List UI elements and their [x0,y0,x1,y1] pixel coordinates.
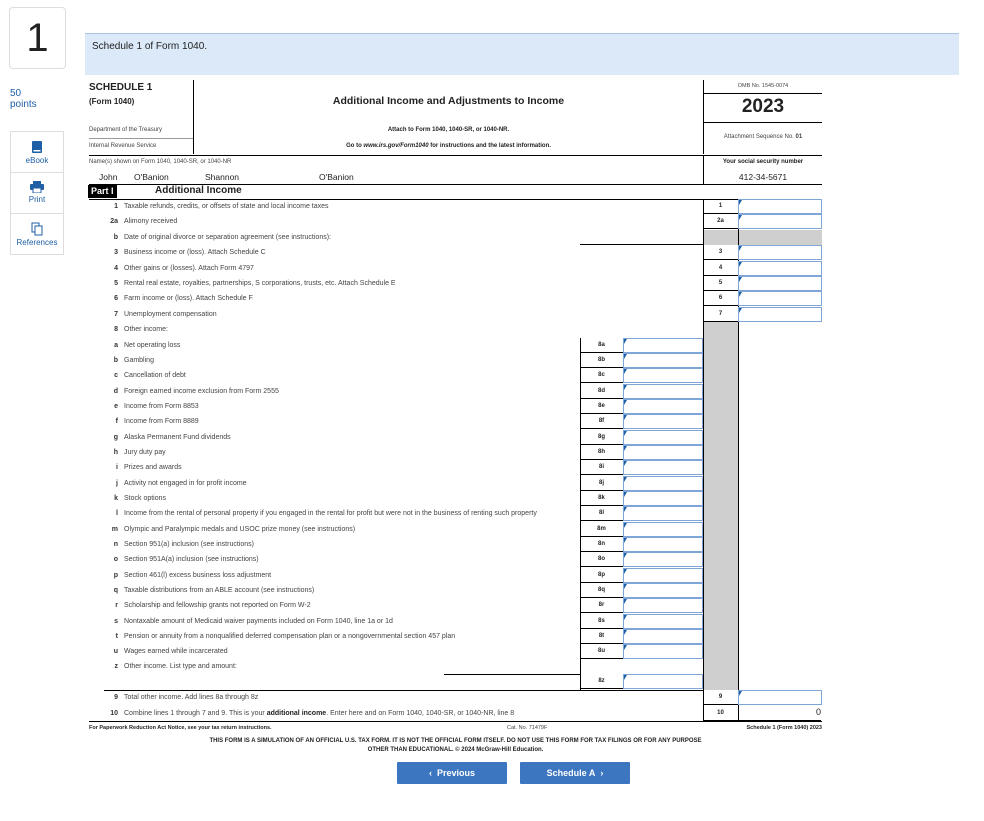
line-8z-input[interactable] [623,674,703,689]
schedule-label: SCHEDULE 1 [89,82,153,93]
part-title: Additional Income [155,185,242,196]
sidebar-item-label: References [16,238,58,247]
line-code: 8e [580,399,623,414]
line-code: 8q [580,583,623,598]
points-label: points [10,99,37,110]
line-code: 10 [703,706,738,721]
documents-icon [31,222,43,236]
line-code: 6 [703,291,738,306]
line-code: 8l [580,506,623,521]
points-value: 50 [10,88,22,99]
form-label: (Form 1040) [89,97,135,106]
cat-number: Cat. No. 71479F [507,725,548,731]
line-8d-input[interactable] [623,384,703,399]
name-label: Name(s) shown on Form 1040, 1040-SR, or 1040-NR [89,159,232,165]
line-code: 9 [703,690,738,705]
line-code: 3 [703,245,738,260]
line-code: 7 [703,307,738,322]
schedule-footer: Schedule 1 (Form 1040) 2023 [746,725,822,731]
divider [89,138,193,139]
last-name-2: O'Banion [319,172,354,182]
line-10-value: 0 [739,706,821,721]
line-8r-input[interactable] [623,598,703,613]
line-code: 8i [580,460,623,475]
line-code: 8d [580,384,623,399]
divider [704,122,822,123]
line-8f-input[interactable] [623,414,703,429]
attachment-sequence: Attachment Sequence No. 01 [723,134,803,140]
line-8p-input[interactable] [623,568,703,583]
line-8l-input[interactable] [623,506,703,521]
resource-sidebar [10,131,64,255]
line-8t-input[interactable] [623,629,703,644]
line-code: 8m [580,522,623,537]
line-4-input[interactable] [738,261,822,276]
disclaimer-line-2: OTHER THAN EDUCATIONAL. © 2024 McGraw-Hill Education. [367,747,544,753]
tax-year: 2023 [741,96,785,117]
irs-label: Internal Revenue Service [89,143,157,149]
line-8e-input[interactable] [623,399,703,414]
line-code: 8o [580,552,623,567]
banner-text: Schedule 1 of Form 1040. [92,41,208,52]
paperwork-notice: For Paperwork Reduction Act Notice, see your tax return instructions. [89,725,272,731]
line-8n-input[interactable] [623,537,703,552]
line-code: 8h [580,445,623,460]
line-8g-input[interactable] [623,430,703,445]
line-8h-input[interactable] [623,445,703,460]
line-8q-input[interactable] [623,583,703,598]
line-8a-input[interactable] [623,338,703,353]
line-8i-input[interactable] [623,460,703,475]
previous-button[interactable]: ‹ Previous [397,762,507,784]
chevron-right-icon: › [595,768,604,778]
shaded-cell [704,322,738,690]
first-name-2: Shannon [205,172,240,182]
line-code: 1 [703,199,738,214]
line-8z-type-field[interactable] [444,674,580,675]
line-code: 8k [580,491,623,506]
line-code: 8b [580,353,623,368]
divider [704,93,822,94]
ssn-label: Your social security number [722,159,804,165]
book-icon [31,140,43,154]
dept-label: Department of the Treasury [89,127,163,133]
line-code: 8s [580,614,623,629]
line-code: 8g [580,430,623,445]
question-number: 1 [9,7,66,69]
sidebar-item-label: eBook [25,156,49,165]
line-5-input[interactable] [738,276,822,291]
line-code: 8z [580,674,623,689]
footer-rule [89,721,822,722]
line-code: 8c [580,368,623,383]
line-3-input[interactable] [738,245,822,260]
ssn-value: 412-34-5671 [738,172,788,182]
line-code: 8j [580,476,623,491]
points-display [10,88,37,110]
part-tag: Part I [88,185,117,198]
header-bottom-rule [89,155,822,156]
first-name-1: John [99,172,118,182]
shaded-cell [739,230,822,245]
line-code: 8r [580,598,623,613]
line-code: 8f [580,414,623,429]
line-code: 2a [703,214,738,229]
line-8c-input[interactable] [623,368,703,383]
sidebar-item-print[interactable] [11,173,63,214]
line-code: 5 [703,276,738,291]
line-code: 8n [580,537,623,552]
line-8s-input[interactable] [623,614,703,629]
goto-instruction: Go to www.irs.gov/Form1040 for instructions and the latest information. [346,143,551,149]
sidebar-item-references[interactable] [11,214,63,254]
shaded-cell [704,230,738,245]
form-title: Additional Income and Adjustments to Income [332,95,565,107]
line-code: 8t [580,629,623,644]
line-9-input[interactable] [738,690,822,705]
line-2a-input[interactable] [738,214,822,229]
line-8j-input[interactable] [623,476,703,491]
last-name-1: O'Banion [134,172,169,182]
line-code: 8u [580,644,623,659]
line-code: 8p [580,568,623,583]
line-2b-date-field[interactable] [580,244,703,245]
next-button[interactable]: Schedule A › [520,762,630,784]
omb-number: OMB No. 1545-0074 [737,83,789,89]
line-8b-input[interactable] [623,353,703,368]
line-code: 8a [580,338,623,353]
form-banner [85,34,959,75]
printer-icon [30,181,44,193]
line-1-input[interactable] [738,199,822,214]
chevron-left-icon: ‹ [428,768,437,778]
line-7-input[interactable] [738,307,822,322]
sidebar-item-ebook[interactable] [11,132,63,173]
line-8m-input[interactable] [623,522,703,537]
line-8k-input[interactable] [623,491,703,506]
disclaimer-line-1: THIS FORM IS A SIMULATION OF AN OFFICIAL U.S. TAX FORM. IT IS NOT THE OFFICIAL FORM ITSELF. DO NOT USE THIS FORM FOR TAX FILINGS OR FOR ANY PURPOSE [209,738,702,744]
attach-instruction: Attach to Form 1040, 1040-SR, or 1040-NR. [387,127,510,133]
sidebar-item-label: Print [28,195,46,204]
line-6-input[interactable] [738,291,822,306]
line-8u-input[interactable] [623,644,703,659]
line-8o-input[interactable] [623,552,703,567]
line-code: 4 [703,261,738,276]
